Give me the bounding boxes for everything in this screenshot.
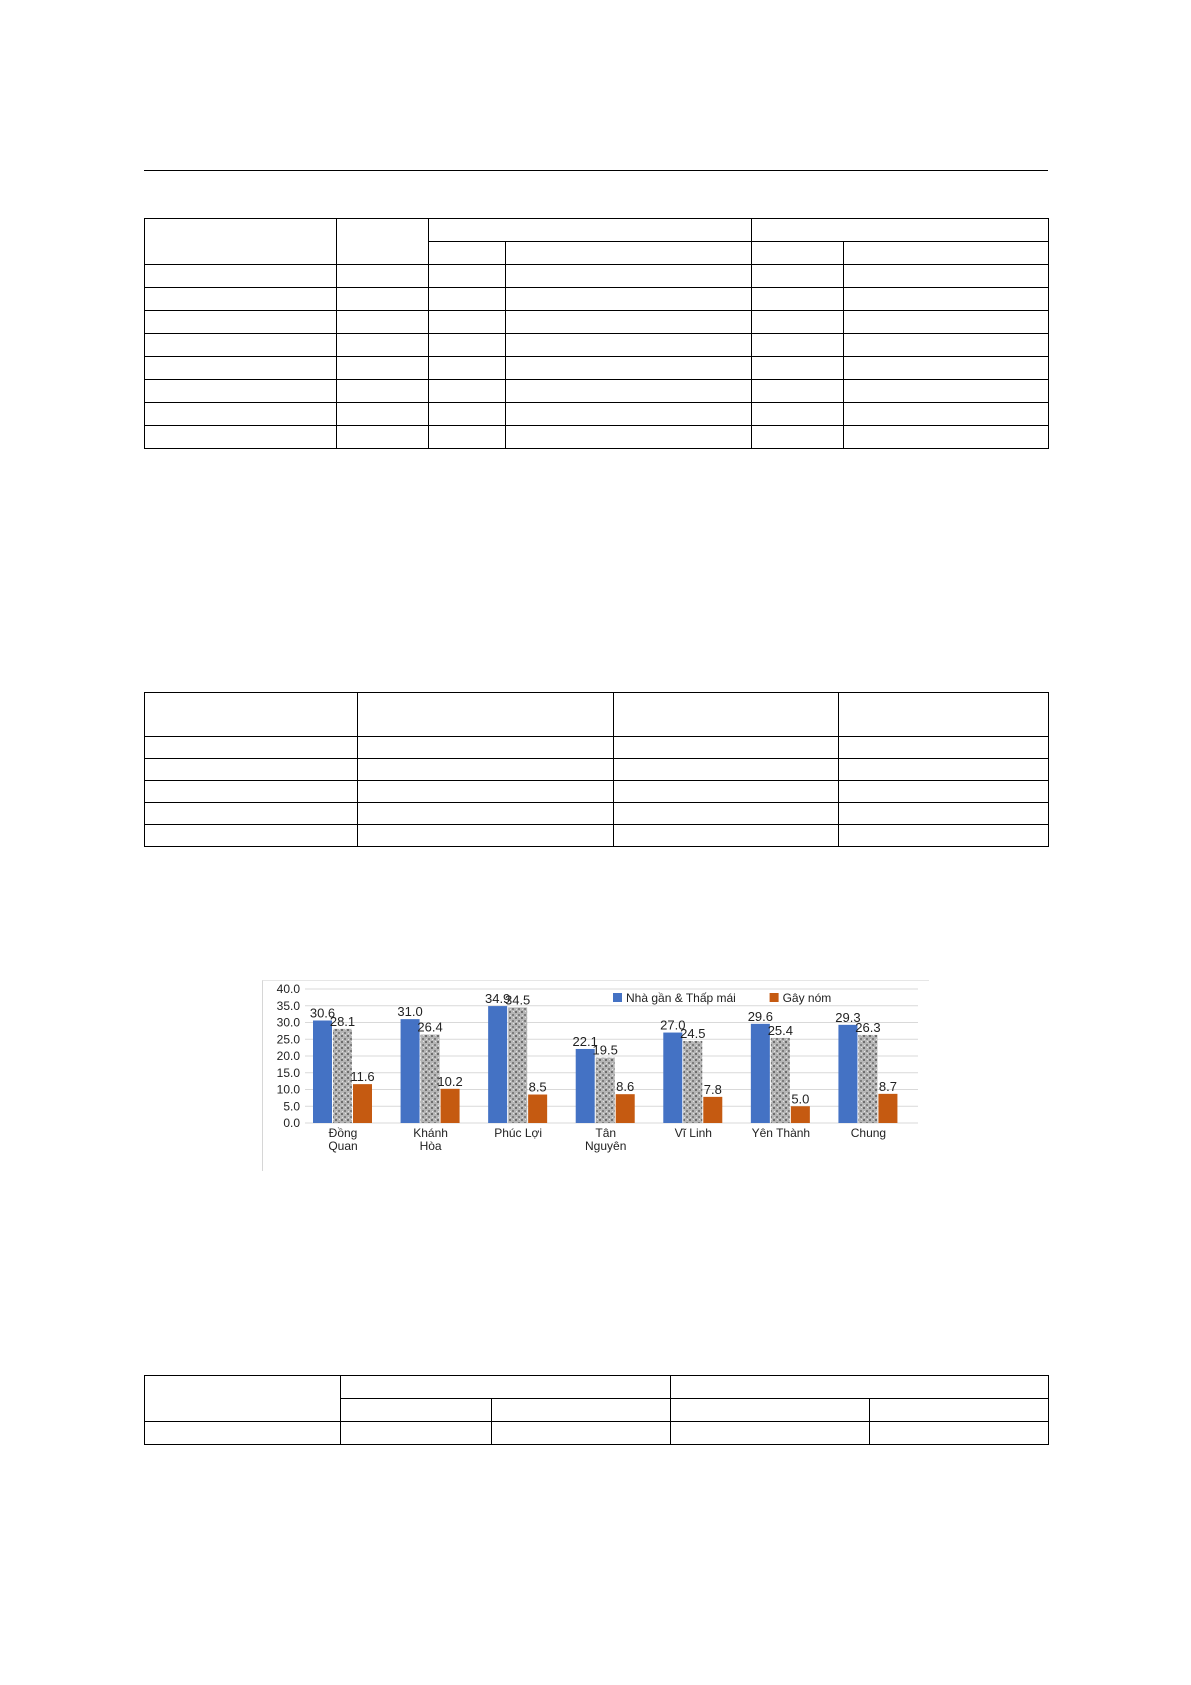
data-label: 7.8: [703, 1081, 722, 1097]
data-table-2: [144, 692, 1049, 847]
table-row: [145, 1422, 1049, 1445]
table-header-cell: [506, 242, 752, 265]
x-tick-label: Nguyên: [585, 1139, 627, 1153]
data-label: 30.6: [309, 1005, 336, 1021]
table-row: [145, 334, 1049, 357]
legend-swatch: [613, 993, 622, 1002]
y-tick-label: 25.0: [276, 1032, 300, 1047]
table-header-cell: [337, 219, 429, 265]
table-row: [145, 311, 1049, 334]
data-label: 19.5: [592, 1042, 618, 1058]
legend-label: Gây nóm: [782, 991, 832, 1005]
y-tick-label: 15.0: [276, 1065, 300, 1080]
data-label: 8.5: [528, 1079, 547, 1095]
y-tick-label: 0.0: [283, 1116, 300, 1130]
bar: [596, 1058, 615, 1123]
table-header-row: [145, 693, 1049, 737]
x-tick-label: Đồng: [328, 1126, 358, 1140]
x-tick-label: Quan: [328, 1139, 358, 1153]
y-tick-label: 20.0: [276, 1049, 300, 1063]
y-tick-label: 40.0: [276, 982, 300, 996]
bar: [576, 1049, 595, 1123]
x-tick-label: Vĩ Linh: [674, 1126, 712, 1140]
table-row: [145, 403, 1049, 426]
bar: [488, 1006, 507, 1123]
bar: [353, 1084, 372, 1123]
bar: [878, 1094, 897, 1123]
table-row: [145, 737, 1049, 759]
data-label: 29.3: [835, 1009, 861, 1025]
bar-chart: [262, 980, 929, 1171]
table-header-cell: [145, 219, 337, 265]
y-tick-label: 10.0: [276, 1082, 300, 1097]
data-label: 27.0: [660, 1017, 686, 1033]
bar: [401, 1019, 420, 1123]
table-header-cell: [752, 242, 844, 265]
data-label: 26.4: [417, 1019, 443, 1035]
data-label: 22.1: [572, 1033, 598, 1049]
data-table-3: [144, 1375, 1049, 1445]
table-row: [145, 781, 1049, 803]
table-header-cell: [844, 242, 1049, 265]
bar: [313, 1020, 332, 1123]
bar: [441, 1089, 460, 1123]
table-header-cell: [429, 219, 752, 242]
data-label: 26.3: [855, 1019, 881, 1035]
data-label: 34.5: [504, 992, 531, 1008]
bar: [771, 1038, 790, 1123]
header-rule: [144, 170, 1048, 171]
data-label: 31.0: [397, 1004, 423, 1020]
data-label: 10.2: [437, 1073, 463, 1089]
bar: [751, 1024, 770, 1123]
bar: [333, 1029, 352, 1123]
x-tick-label: Tân: [595, 1126, 617, 1140]
y-tick-label: 30.0: [276, 1015, 300, 1030]
table-header-row: [145, 219, 1049, 242]
bar: [508, 1007, 527, 1123]
legend-swatch: [770, 993, 779, 1002]
table-row: [145, 357, 1049, 380]
bar: [703, 1097, 722, 1123]
data-label: 8.7: [878, 1078, 897, 1094]
legend-label: Nhà gần & Thấp mái: [626, 991, 736, 1005]
chart-canvas: [263, 981, 929, 1171]
x-tick-label: Phúc Lợi: [494, 1126, 543, 1140]
x-tick-label: Chung: [850, 1126, 887, 1140]
table-header-cell: [752, 219, 1049, 242]
data-label: 24.5: [680, 1025, 706, 1041]
table-row: [145, 759, 1049, 781]
bar: [858, 1035, 877, 1123]
table-row: [145, 825, 1049, 847]
data-label: 8.6: [616, 1079, 635, 1095]
y-tick-label: 35.0: [276, 998, 300, 1013]
table-row: [145, 803, 1049, 825]
data-label: 28.1: [329, 1013, 356, 1029]
bar: [528, 1095, 547, 1123]
x-tick-label: Yên Thành: [751, 1126, 811, 1140]
table-header-cell: [429, 242, 506, 265]
data-label: 25.4: [767, 1022, 794, 1038]
x-tick-label: Khánh: [413, 1126, 448, 1140]
data-label: 11.6: [350, 1069, 375, 1085]
bar: [683, 1041, 702, 1123]
data-label: 5.0: [791, 1091, 810, 1107]
data-table-1: [144, 218, 1049, 449]
table-row: [145, 426, 1049, 449]
bar: [838, 1025, 857, 1123]
table-row: [145, 265, 1049, 288]
x-tick-label: Hòa: [419, 1139, 442, 1153]
bar: [663, 1033, 682, 1123]
bar: [791, 1106, 810, 1123]
y-tick-label: 5.0: [283, 1099, 300, 1114]
table-header-row: [145, 1376, 1049, 1399]
data-label: 34.9: [484, 991, 511, 1007]
table-row: [145, 288, 1049, 311]
data-label: 29.6: [747, 1008, 774, 1024]
table-row: [145, 380, 1049, 403]
bar: [616, 1094, 635, 1123]
